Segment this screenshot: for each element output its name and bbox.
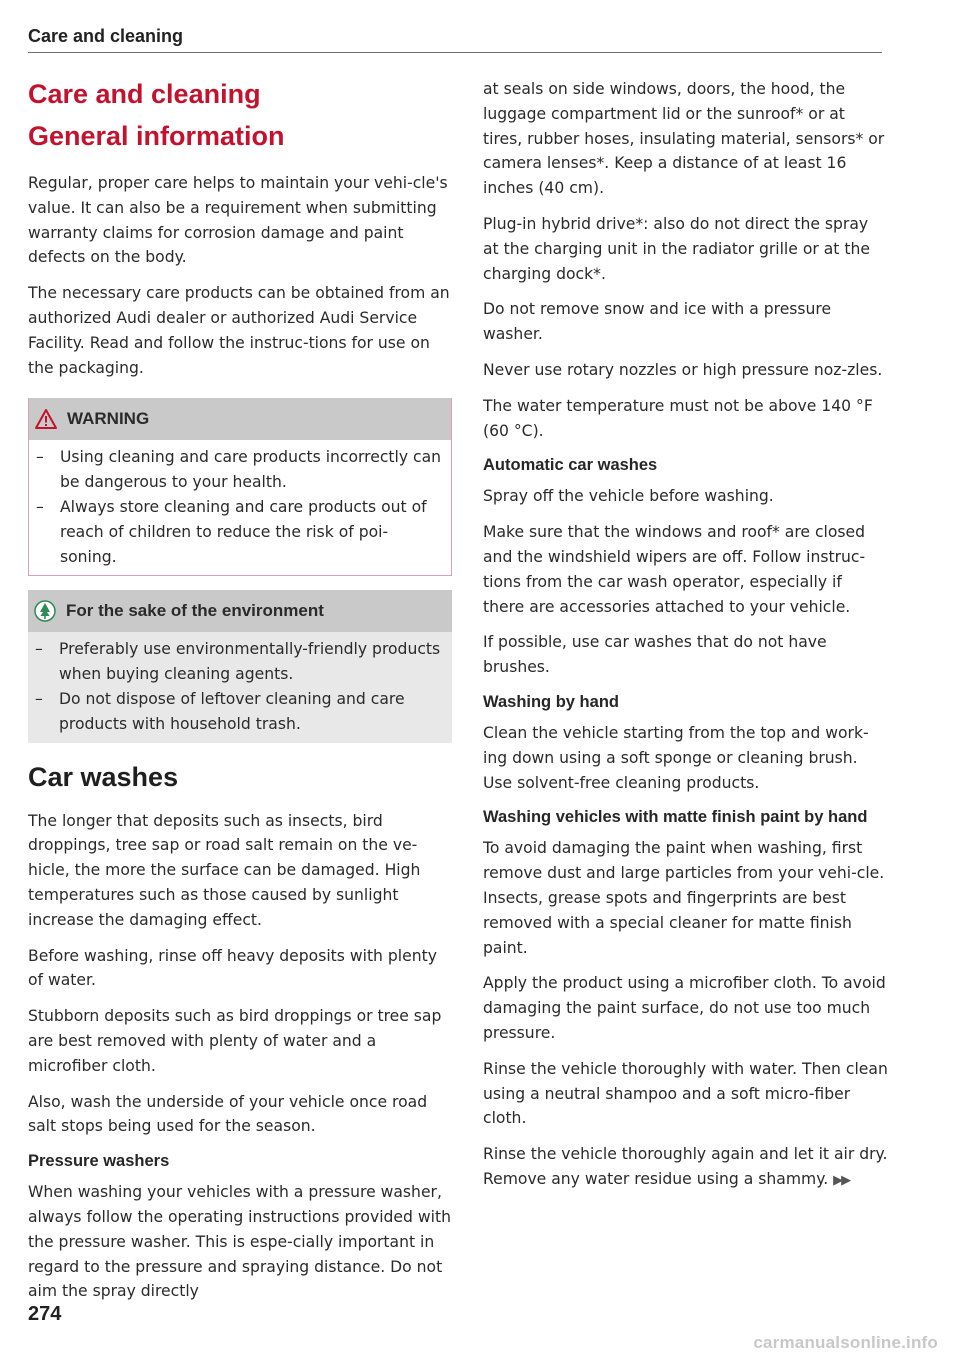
matte-paragraph: Rinse the vehicle thoroughly with water. Then clean using a neutral shampoo and a soft micro-fiber cloth. — [483, 1059, 888, 1128]
snow-paragraph: Do not remove snow and ice with a pressure washer. — [483, 300, 832, 344]
car-washes-paragraph: Stubborn deposits such as bird droppings or tree sap are best removed with plenty of water and a microfiber cloth. — [28, 1007, 442, 1075]
warning-triangle-icon — [35, 409, 57, 429]
pressure-washers-heading: Pressure washers — [28, 1152, 170, 1171]
automatic-paragraph: Spray off the vehicle before washing. — [483, 487, 774, 506]
car-washes-paragraph: Before washing, rinse off heavy deposits with plenty of water. — [28, 946, 437, 990]
environment-item: – Preferably use environmentally-friendly products when buying cleaning agents. — [35, 637, 444, 687]
right-column — [483, 77, 888, 1205]
matte-paragraph: Apply the product using a microfiber cloth. To avoid damaging the paint surface, do not use too much pressure. — [483, 974, 886, 1042]
warning-item: – Using cleaning and care products incorrectly can be dangerous to your health. — [36, 445, 443, 495]
automatic-paragraph: If possible, use car washes that do not have brushes. — [483, 633, 827, 677]
environment-item: – Do not dispose of leftover cleaning and care products with household trash. — [35, 687, 444, 737]
environment-box — [28, 590, 452, 742]
matte-paragraph: To avoid damaging the paint when washing, first remove dust and large particles from your vehi-cle. Insects, grease spots and fingerprints are best removed with a special cleaner for matte finish paint. — [483, 839, 885, 957]
warning-box — [28, 398, 452, 576]
running-header: Care and cleaning — [28, 26, 184, 46]
continue-arrow-icon: ▶▶ — [833, 1172, 850, 1188]
car-washes-paragraph: Also, wash the underside of your vehicle once road salt stops being used for the season. — [28, 1092, 428, 1136]
intro-paragraph: The necessary care products can be obtained from an authorized Audi dealer or authorized Audi Service Facility. Read and follow the instruc-tions for use on the packaging. — [28, 284, 450, 377]
pressure-washers-paragraph: When washing your vehicles with a pressure washer, always follow the operating instructions provided with the pressure washer. This is espe-cially important in regard to the pressure and spraying distance. Do not aim the spray directly — [28, 1183, 451, 1301]
car-washes-paragraph: The longer that deposits such as insects, bird droppings, tree sap or road salt remain on the ve-hicle, the more the surface can be damaged. High temperatures such as those caused by sunlight increase the damaging effect. — [28, 811, 421, 929]
automatic-car-washes-heading: Automatic car washes — [483, 456, 658, 475]
environment-icon — [34, 600, 56, 622]
last-paragraph-text: Rinse the vehicle thoroughly again and let it air dry. Remove any water residue using a shammy. — [483, 1145, 888, 1188]
watermark: carmanualsonline.info — [753, 1333, 938, 1352]
car-washes-heading: Car washes — [28, 761, 179, 792]
washing-by-hand-heading: Washing by hand — [483, 692, 619, 711]
nozzles-paragraph: Never use rotary nozzles or high pressure noz-zles. — [483, 360, 883, 379]
intro-paragraph: Regular, proper care helps to maintain your vehi-cle's value. It can also be a requirement when submitting warranty claims for corrosion damage and paint defects on the body. — [28, 174, 448, 267]
section-title: General information — [28, 121, 285, 151]
environment-header — [28, 590, 452, 632]
pressure-continued-paragraph: at seals on side windows, doors, the hood, the luggage compartment lid or the sunroof* or at tires, rubber hoses, insulating material, sensors* or camera lenses*. Keep a distance of at least 16 inches (40 cm). — [483, 80, 885, 198]
page-number: 274 — [28, 1303, 62, 1325]
matte-finish-heading: Washing vehicles with matte finish paint by hand — [483, 808, 868, 827]
hybrid-paragraph: Plug-in hybrid drive*: also do not direct the spray at the charging unit in the radiator grille or at the charging dock*. — [483, 214, 870, 283]
left-column — [28, 76, 452, 1315]
washing-by-hand-paragraph: Clean the vehicle starting from the top and work-ing down using a soft sponge or cleaning brush. Use solvent-free cleaning products. — [483, 723, 869, 792]
environment-title: For the sake of the environment — [66, 600, 324, 620]
warning-header — [29, 398, 451, 440]
chapter-title: Care and cleaning — [28, 79, 261, 109]
automatic-paragraph: Make sure that the windows and roof* are closed and the windshield wipers are off. Follow instruc-tions from the car wash operator, especially if there are accessories attached to your vehicle. — [483, 523, 866, 616]
last-paragraph — [483, 1142, 888, 1194]
warning-title: WARNING — [67, 408, 150, 428]
header-rule — [28, 52, 882, 53]
warning-item: – Always store cleaning and care products out of reach of children to reduce the risk of poi-soning. — [36, 495, 443, 569]
temperature-paragraph: The water temperature must not be above 140 °F (60 °C). — [483, 396, 873, 440]
